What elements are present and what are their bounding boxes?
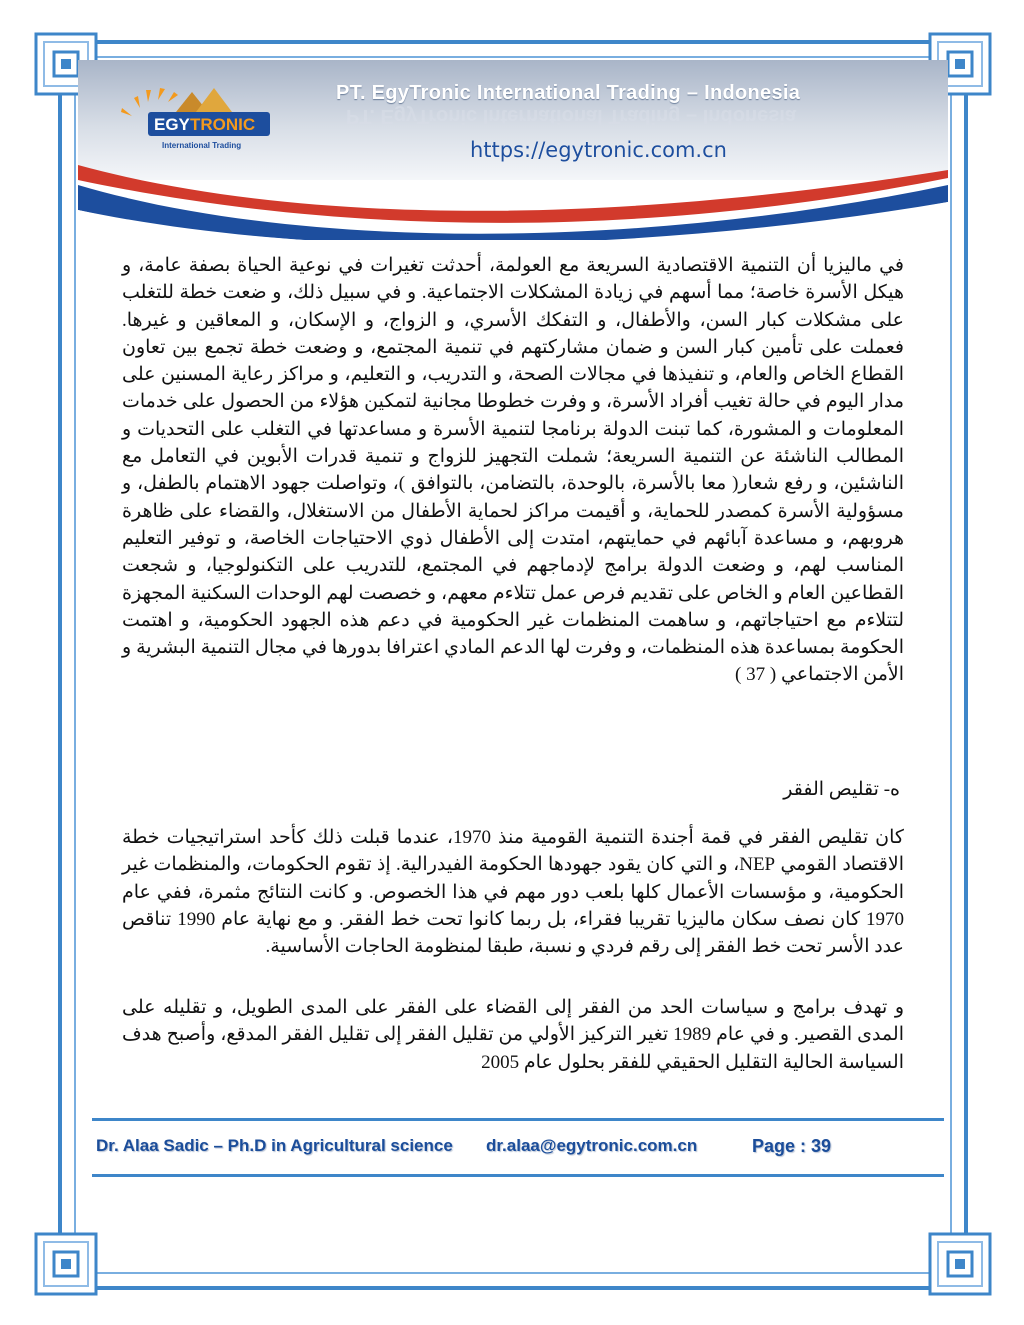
page-number: Page : 39 (752, 1136, 832, 1156)
footer-divider (92, 1174, 944, 1177)
company-name: PT. EgyTronic International Trading – Indonesia (336, 82, 801, 104)
paragraph-poverty-goals: و تهدف برامج و سياسات الحد من الفقر إلى القضاء على الفقر على المدى الطويل، و تقليله على المدى القصير. و في عام 1989 تغير التركيز الأولي من تقليل الفقر إلى تقليل الفقر المدقع، وأصبح هدف السياسة الحالية التقليل الحقيقي للفقر بحلول عام 2005 (122, 997, 904, 1073)
egytronic-logo (118, 78, 278, 158)
section-heading: ه- تقليص الفقر (783, 779, 900, 800)
corner-ornament-icon (34, 1232, 98, 1296)
svg-text:EGY: EGY (154, 115, 190, 134)
footer-divider (92, 1118, 944, 1121)
paragraph-poverty-reduction: كان تقليص الفقر في قمة أجندة التنمية القومية منذ 1970، عندما قبلت ذلك كأحد استراتيجيات خطة الاقتصاد القومي NEP، و التي كان يقود جهودها الحكومة الفيدرالية. إذ تقوم الحكومات، والمنظمات غير الحكومية، و مؤسسات الأعمال كلها بلعب دور مهم في هذا الخصوص. و كانت النتائج مثمرة، ففي عام 1970 كان نصف سكان ماليزيا تقريبا فقراء، بل ربما كانوا تحت خط الفقر. و مع نهاية عام 1990 تناقص عدد الأسر تحت خط الفقر إلى رقم فردي و نسبة، طبقا لمنظومة الحاجات الأساسية. (122, 827, 905, 958)
company-name-reflection: PT. EgyTronic International Trading – Indonesia (346, 105, 797, 127)
footer-email-link[interactable]: dr.alaa@egytronic.com.cn (486, 1136, 698, 1155)
website-link[interactable]: https://egytronic.com.cn (470, 138, 727, 162)
svg-text:TRONIC: TRONIC (190, 115, 256, 134)
paragraph-family-policy: في ماليزيا أن التنمية الاقتصادية السريعة مع العولمة، أحدثت تغيرات في نوعية الحياة بصفة عامة، و هيكل الأسرة خاصة؛ مما أسهم في زيادة المشكلات الاجتماعية. و في سبيل ذلك، و ضعت خطة للتغلب على مشكلات كبار السن، والأطفال، و التفكك الأسري، و الزواج، و الإسكان، و المعاقين و غيرها. فعملت على تأمين كبار السن و ضمان مشاركتهم في تنمية المجتمع، و وضعت خطة تجمع بين تعاون القطاع الخاص والعام، و تنفيذها في مجالات الصحة، و التدريب، و التعليم، و مراكز رعاية المسنين على مدار اليوم في حالة تغيب أفراد الأسرة، و وفرت خطوطا مجانية لتمكين هؤلاء من الحصول على خدمات المعلومات و المشورة، كما تبنت الدولة برنامجا لتنمية الأسرة و مساعدتها في التغلب على التحديات و المطالب الناشئة عن التنمية السريعة؛ شملت التجهيز للزواج و تنمية قدرات الأبوين في التعامل مع الناشئين، و رفع شعار( معا بالأسرة، بالوحدة، بالتضامن، بالتوافق )، وتواصلت جهود الاهتمام بالطفل، و مسؤولية الأسرة كمصدر للحماية، و أقيمت مراكز لحماية الأطفال من الاستغلال، والقضاء على ظاهرة هروبهم، و مساعدة آبائهم في حمايتهم، امتدت إلى الأطفال ذوي الاحتياجات الخاصة، و توفير التعليم المناسب لهم، و وضعت الدولة برامج لإدماجهم في المجتمع، للتدريب على التكنولوجيا، و شجعت القطاعين العام و الخاص على تقديم فرص عمل تتلاءم معهم، و خصصت لهم الوحدات السكنية المجهزة لتتلاءم مع احتياجاتهم، و ساهمت المنظمات غير الحكومية في دعم هذه الجهود الحكومية، و اهتمت الحكومة بمساعدة هذه المنظمات، و وفرت لها الدعم المادي اعترافا بدورها في مجال التنمية البشرية و الأمن الاجتماعي ( 37 ) (122, 255, 904, 686)
footer-author: Dr. Alaa Sadic – Ph.D in Agricultural science (96, 1136, 453, 1155)
corner-ornament-icon (928, 1232, 992, 1296)
svg-text:International Trading: International Trading (162, 141, 242, 150)
